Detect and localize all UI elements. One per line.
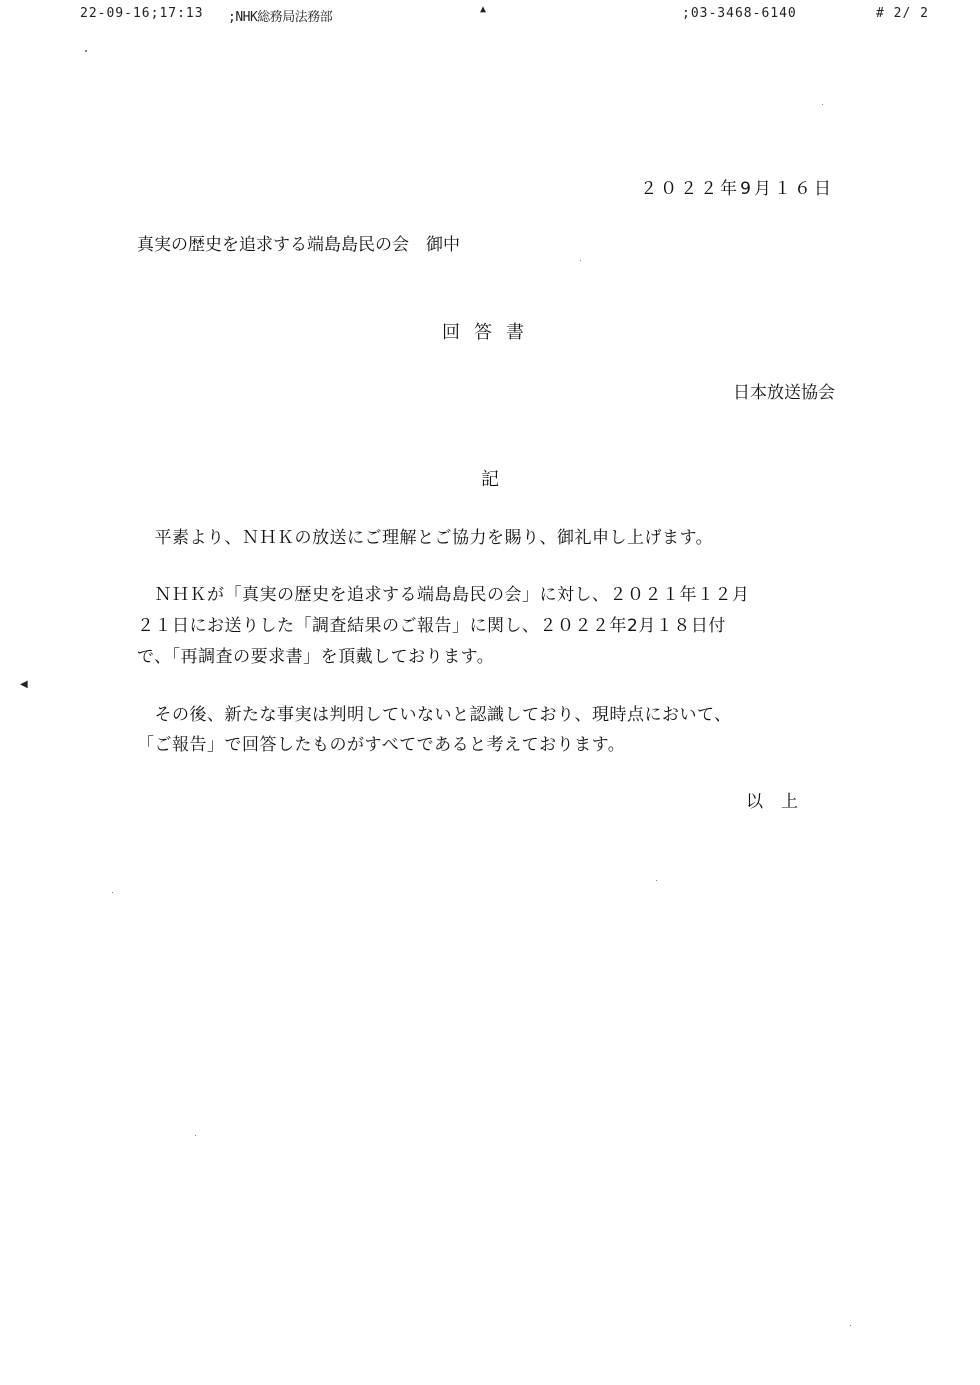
paragraph-request-line: ２１日にお送りした「調査結果のご報告」に関し、２０２２年2月１８日付 [137,616,726,636]
paragraph-conclusion-line: 「ご報告」で回答したものがすべてであると考えております。 [137,735,626,755]
ki-heading: 記 [481,469,499,490]
closing-remark: 以上 [746,792,816,812]
paragraph-greeting: 平素より、ＮＨＫの放送にご理解とご協力を賜り、御礼申し上げます。 [137,528,714,548]
scan-speck [850,1325,851,1326]
scan-speck [112,892,113,893]
scan-speck [85,50,87,52]
fax-datetime: 22-09-16;17:13 [80,6,204,21]
scan-speck [822,104,823,105]
fax-top-marker-icon: ▲ [480,4,488,15]
document-title: 回答書 [442,322,538,343]
letter-date: ２０２２年9月１６日 [640,179,834,199]
fax-header [0,6,980,28]
sender-organization: 日本放送協会 [733,383,835,403]
paragraph-request-line: で、「再調査の要求書」を頂戴しております。 [137,647,495,667]
addressee: 真実の歴史を追求する端島島民の会 御中 [137,235,460,255]
paragraph-conclusion-line: その後、新たな事実は判明していないと認識しており、現時点において、 [137,705,732,725]
paragraph-request-line: ＮＨＫが「真実の歴史を追求する端島島民の会」に対し、２０２１年１２月 [137,585,750,605]
scan-speck [656,880,657,881]
fax-sender: ;NHK総務局法務部 [228,10,333,25]
fax-page-number: # 2/ 2 [876,6,929,21]
fax-phone: ;03-3468-6140 [682,6,797,21]
side-marker-icon: ◀ [20,679,28,690]
scan-speck [580,260,581,261]
scan-speck [195,1135,196,1136]
